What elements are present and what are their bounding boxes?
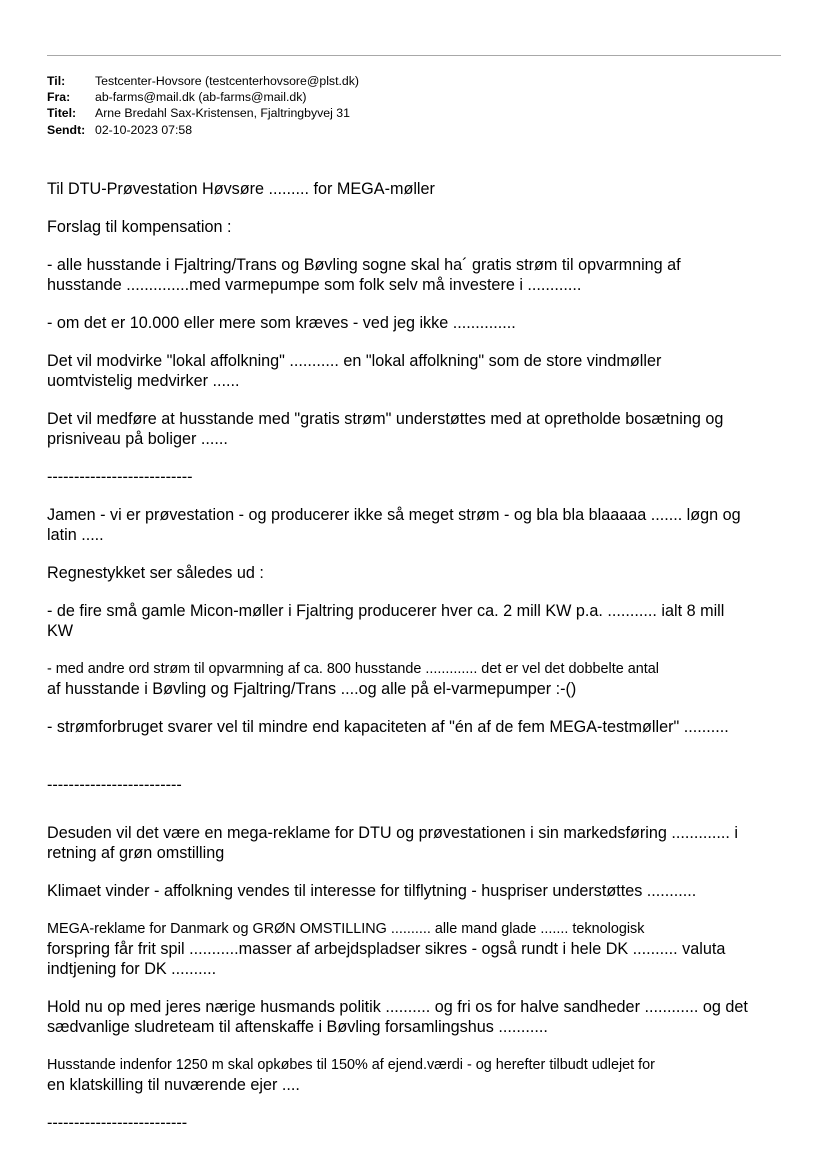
paragraph: - strømforbruget svarer vel til mindre end kapaciteten af "én af de fem MEGA-testmøller" .......... [47,718,729,736]
header-to-row [47,73,359,89]
paragraph-line: KW [47,622,74,640]
from-label: Fra: [47,90,71,105]
paragraph: Forslag til kompensation : [47,218,232,236]
sent-label: Sendt: [47,122,86,137]
paragraph-line: Hold nu op med jeres nærige husmands politik .......... og fri os for halve sandheder ............ og det [47,998,748,1016]
header-title-row [47,105,359,121]
paragraph-line: prisniveau på boliger ...... [47,430,228,448]
sent-value: 02-10-2023 07:58 [95,122,193,137]
paragraph-line: - alle husstande i Fjaltring/Trans og Bøvling sogne skal ha´ gratis strøm til opvarmning af [47,256,681,274]
paragraph-line: Jamen - vi er prøvestation - og producerer ikke så meget strøm - og bla bla blaaaaa ....... løgn og [47,506,741,524]
email-header [47,73,359,138]
paragraph-line: - de fire små gamle Micon-møller i Fjaltring producerer hver ca. 2 mill KW p.a. ........... ialt 8 mill [47,602,725,620]
paragraph-line: forspring får frit spil ...........masser af arbejdspladser sikres - også rundt i hele DK .......... valuta [47,940,726,958]
paragraph-line: Desuden vil det være en mega-reklame for DTU og prøvestationen i sin markedsføring ............. i [47,824,738,842]
paragraph-line: uomtvistelig medvirker ...... [47,372,240,390]
paragraph-line: - med andre ord strøm til opvarmning af ca. 800 husstande ............. det er vel det dobbelte antal [47,661,659,677]
paragraph-line: indtjening for DK .......... [47,960,217,978]
to-value: Testcenter-Hovsore (testcenterhovsore@plst.dk) [95,74,359,88]
separator: ------------------------- [47,776,182,794]
header-from-row [47,89,359,105]
paragraph-line: en klatskilling til nuværende ejer .... [47,1076,300,1094]
title-value: Arne Bredahl Sax-Kristensen, Fjaltringbyvej 31 [95,106,350,121]
paragraph-line: sædvanlige sludreteam til aftenskaffe i Bøvling forsamlingshus ........... [47,1018,548,1036]
to-label: Til: [47,74,66,88]
separator: -------------------------- [47,1114,188,1132]
paragraph-line: MEGA-reklame for Danmark og GRØN OMSTILLING .......... alle mand glade ....... teknologisk [47,921,645,937]
paragraph: - om det er 10.000 eller mere som kræves - ved jeg ikke .............. [47,314,516,332]
paragraph-line: Husstande indenfor 1250 m skal opkøbes til 150% af ejend.værdi - og herefter tilbudt udlejet for [47,1057,655,1073]
header-sent-row [47,122,359,138]
from-value: ab-farms@mail.dk (ab-farms@mail.dk) [95,90,307,105]
top-divider [47,55,781,56]
email-body [47,179,787,1133]
paragraph-line: latin ..... [47,526,104,544]
paragraph-line: af husstande i Bøvling og Fjaltring/Trans ....og alle på el-varmepumper :-() [47,680,577,698]
paragraph: Klimaet vinder - affolkning vendes til interesse for tilflytning - huspriser understøttes ........... [47,882,697,900]
paragraph: Regnestykket ser således ud : [47,564,264,582]
title-label: Titel: [47,106,77,121]
paragraph-line: retning af grøn omstilling [47,844,225,862]
paragraph-line: Det vil modvirke "lokal affolkning" ........... en "lokal affolkning" som de store vindmøller [47,352,662,370]
paragraph: Til DTU-Prøvestation Høvsøre ......... for MEGA-møller [47,180,435,198]
paragraph-line: husstande ..............med varmepumpe som folk selv må investere i ............ [47,276,582,294]
separator: --------------------------- [47,468,193,486]
paragraph-line: Det vil medføre at husstande med "gratis strøm" understøttes med at opretholde bosætning og [47,410,724,428]
